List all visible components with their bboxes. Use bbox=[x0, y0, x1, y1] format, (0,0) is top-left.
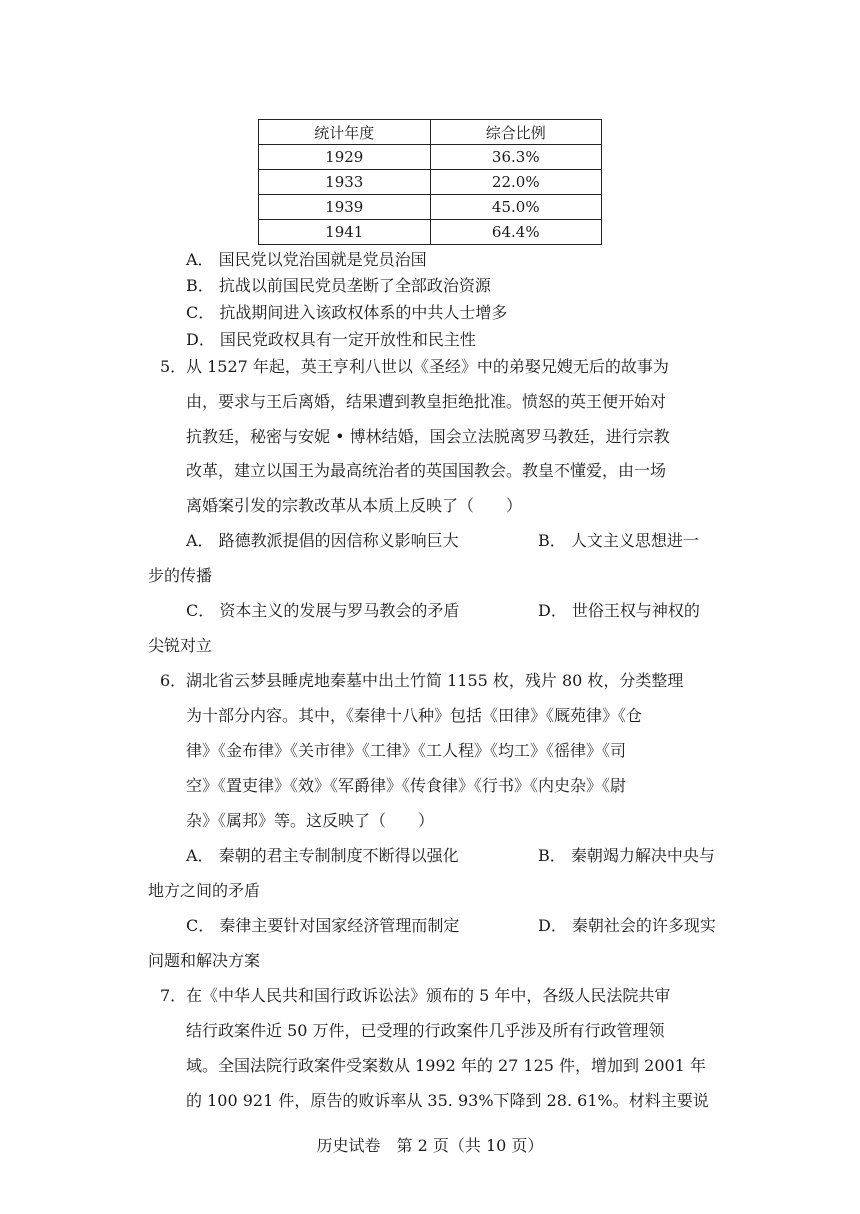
table-cell-year: 1939 bbox=[259, 195, 431, 220]
q4-option-c: C． 抗战期间进入该政权体系的中共人士增多 bbox=[186, 303, 508, 322]
q5-stem-line: 离婚案引发的宗教改革从本质上反映了（ ） bbox=[186, 496, 523, 515]
table-row bbox=[259, 195, 602, 220]
table-cell-year: 1929 bbox=[259, 145, 431, 170]
q5-stem-line: 改革，建立以国王为最高统治者的英国国教会。教皇不懂爱，由一场 bbox=[186, 461, 667, 480]
q6-option-a: A． 秦朝的君主专制制度不断得以强化 bbox=[186, 846, 459, 865]
q7-stem-line: 结行政案件近 50 万件，已受理的行政案件几乎涉及所有行政管理领 bbox=[186, 1021, 665, 1040]
q6-stem-line: 空》《置吏律》《效》《军爵律》《传食律》《行书》《内史杂》《尉 bbox=[186, 776, 627, 795]
q5-stem-line: 从 1527 年起，英王亨利八世以《圣经》中的弟娶兄嫂无后的故事为 bbox=[186, 357, 669, 376]
table-cell-ratio: 36.3% bbox=[430, 145, 602, 170]
table-cell-ratio: 22.0% bbox=[430, 170, 602, 195]
q6-stem-line: 律》《金布律》《关市律》《工律》《工人程》《均工》《徭律》《司 bbox=[186, 741, 627, 760]
q5-option-d-wrap: 尖锐对立 bbox=[148, 636, 213, 655]
q7-stem-line: 域。全国法院行政案件受案数从 1992 年的 27 125 件，增加到 2001 年 bbox=[186, 1056, 706, 1075]
q5-option-b-wrap: 步的传播 bbox=[148, 566, 213, 585]
q5-option-a: A． 路德教派提倡的因信称义影响巨大 bbox=[186, 531, 459, 550]
q6-option-d: D． 秦朝社会的许多现实 bbox=[538, 916, 716, 935]
table-header-year: 统计年度 bbox=[259, 120, 431, 145]
q4-option-a: A． 国民党以党治国就是党员治国 bbox=[186, 250, 427, 269]
q4-option-d: D． 国民党政权具有一定开放性和民主性 bbox=[186, 330, 476, 349]
table-row bbox=[259, 220, 602, 245]
table-cell-ratio: 45.0% bbox=[430, 195, 602, 220]
q5-stem-line: 由，要求与王后离婚，结果遭到教皇拒绝批准。愤怒的英王便开始对 bbox=[186, 392, 667, 411]
table-row bbox=[259, 145, 602, 170]
table-cell-year: 1933 bbox=[259, 170, 431, 195]
q6-option-c: C． 秦律主要针对国家经济管理而制定 bbox=[186, 916, 460, 935]
page-footer: 历史试卷 第 2 页（共 10 页） bbox=[316, 1136, 544, 1155]
q6-option-b: B． 秦朝竭力解决中央与 bbox=[538, 846, 715, 865]
q6-stem-line: 湖北省云梦县睡虎地秦墓中出土竹简 1155 枚，残片 80 枚，分类整理 bbox=[186, 671, 684, 690]
table-header-row bbox=[259, 120, 602, 145]
q4-option-b: B． 抗战以前国民党员垄断了全部政治资源 bbox=[186, 276, 491, 295]
q7-stem-line: 的 100 921 件，原告的败诉率从 35. 93%下降到 28. 61%。材料主要说 bbox=[186, 1091, 709, 1110]
q6-option-d-wrap: 问题和解决方案 bbox=[148, 951, 261, 970]
q5-option-c: C． 资本主义的发展与罗马教会的矛盾 bbox=[186, 601, 460, 620]
table-header-ratio: 综合比例 bbox=[430, 120, 602, 145]
q7-number: 7． bbox=[160, 986, 187, 1005]
q5-number: 5． bbox=[160, 357, 187, 376]
q5-option-b: B． 人文主义思想进一 bbox=[538, 531, 699, 550]
table-row bbox=[259, 170, 602, 195]
q5-option-d: D． 世俗王权与神权的 bbox=[538, 601, 700, 620]
q6-stem-line: 为十部分内容。其中，《秦律十八种》包括《田律》《厩苑律》《仓 bbox=[186, 706, 643, 725]
statistics-table bbox=[258, 119, 602, 245]
table-cell-year: 1941 bbox=[259, 220, 431, 245]
q7-stem-line: 在《中华人民共和国行政诉讼法》颁布的 5 年中，各级人民法院共审 bbox=[186, 986, 671, 1005]
q6-option-b-wrap: 地方之间的矛盾 bbox=[148, 881, 261, 900]
q6-number: 6． bbox=[160, 671, 187, 690]
q6-stem-line: 杂》《属邦》等。这反映了（ ） bbox=[186, 811, 435, 830]
table-cell-ratio: 64.4% bbox=[430, 220, 602, 245]
q5-stem-line: 抗教廷，秘密与安妮 • 博林结婚，国会立法脱离罗马教廷，进行宗教 bbox=[186, 427, 670, 446]
